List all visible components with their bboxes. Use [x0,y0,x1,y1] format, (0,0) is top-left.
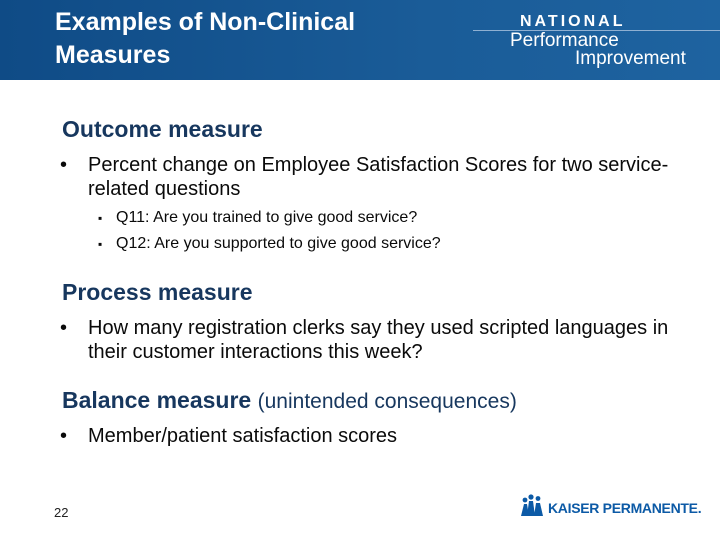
outcome-sub-item-2 [98,234,441,254]
process-bullet-text: How many registration clerks say they used scripted languages in their customer interactions this week? [88,317,669,363]
square-bullet-icon: ▪ [98,237,103,251]
bullet-dot: • [60,317,68,339]
balance-bullet-text: Member/patient satisfaction scores [88,425,398,447]
square-bullet-icon: ▪ [98,211,103,225]
bullet-dot: • [60,425,68,447]
slide-title: Examples of Non-Clinical Measures [55,8,356,69]
logo-performance-text: Performance [510,30,619,51]
kaiser-figures-icon [520,494,546,518]
process-heading: Process measure [62,279,253,305]
logo-national-text: NATIONAL [520,13,626,30]
outcome-bullet-text: Percent change on Employee Satisfaction Scores for two service-related questions [88,154,669,200]
bullet-dot: • [60,154,68,176]
balance-heading [62,387,517,414]
outcome-sub-text: Q12: Are you supported to give good service? [116,235,441,252]
balance-bullet [60,424,680,448]
outcome-heading: Outcome measure [62,116,263,142]
balance-heading-main: Balance measure [62,387,252,413]
balance-heading-paren: (unintended consequences) [257,390,517,413]
outcome-sub-item-1 [98,208,417,228]
logo-improvement-text: Improvement [575,48,686,69]
outcome-sub-text: Q11: Are you trained to give good service? [116,209,418,226]
page-number: 22 [54,505,69,520]
process-bullet [60,316,680,364]
outcome-bullet [60,153,680,201]
kaiser-permanente-text: KAISER PERMANENTE. [548,500,702,516]
